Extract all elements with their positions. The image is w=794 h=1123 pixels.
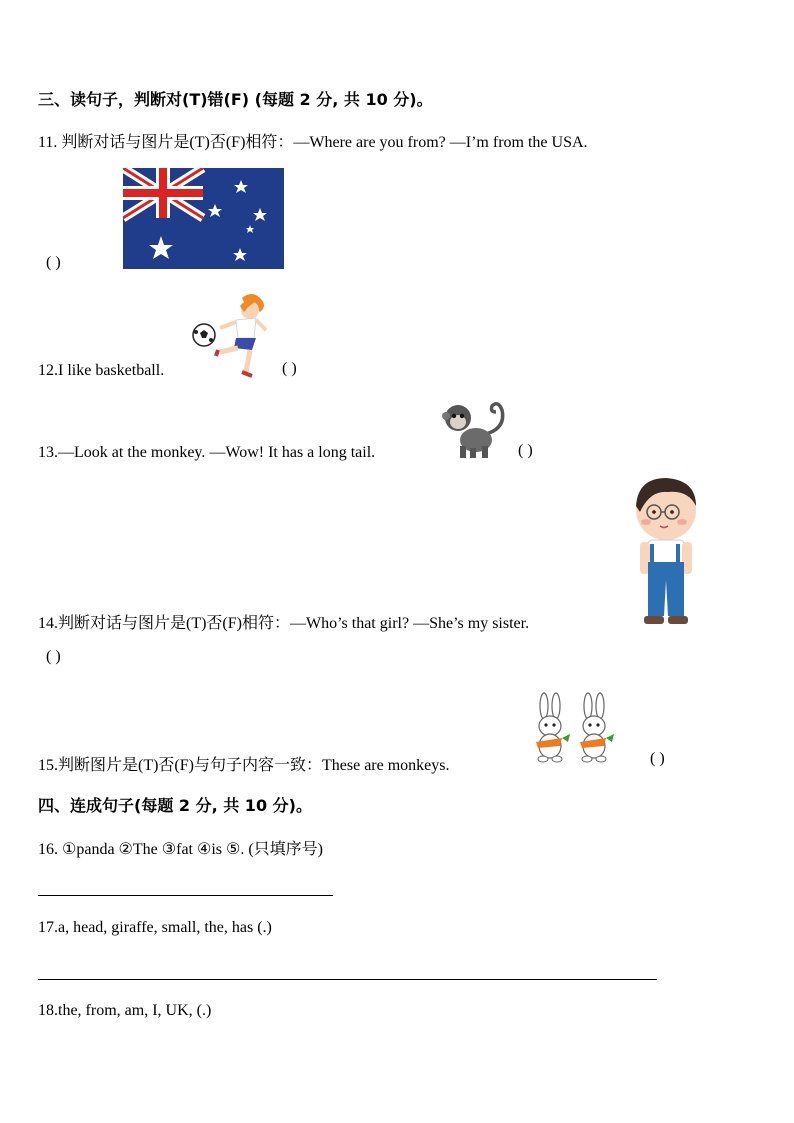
question-11-answer[interactable]: ( ) <box>46 254 61 271</box>
question-14-answer[interactable]: ( ) <box>46 648 61 665</box>
question-12-answer[interactable]: ( ) <box>282 360 297 377</box>
answer-line-17[interactable] <box>38 979 657 980</box>
girl-soccer-icon <box>190 290 272 380</box>
section-4-heading: 四、连成句子(每题 2 分, 共 10 分)。 <box>38 796 312 815</box>
question-18-text: 18.the, from, am, I, UK, (.) <box>38 1002 212 1019</box>
monkey-icon <box>442 398 508 460</box>
question-13-text: 13.—Look at the monkey. —Wow! It has a long tail. <box>38 444 376 461</box>
question-12-text: 12.I like basketball. <box>38 362 165 379</box>
section-3-heading: 三、读句子，判断对(T)错(F) (每题 2 分, 共 10 分)。 <box>38 90 433 109</box>
question-16-text: 16. ①panda ②The ③fat ④is ⑤. (只填序号) <box>38 841 324 858</box>
answer-line-16[interactable] <box>38 895 333 896</box>
question-15-answer[interactable]: ( ) <box>650 750 665 767</box>
rabbits-carrot-icon <box>530 692 622 764</box>
question-15-text: 15.判断图片是(T)否(F)与句子内容一致：These are monkeys. <box>38 757 450 774</box>
question-11-text: 11. 判断对话与图片是(T)否(F)相符：—Where are you from? —I’m from the USA. <box>38 134 588 151</box>
australia-flag-icon <box>123 168 284 269</box>
boy-icon <box>628 476 702 628</box>
question-17-text: 17.a, head, giraffe, small, the, has (.) <box>38 919 272 936</box>
question-14-text: 14.判断对话与图片是(T)否(F)相符：—Who’s that girl? —She’s my sister. <box>38 615 530 632</box>
question-13-answer[interactable]: ( ) <box>518 442 533 459</box>
